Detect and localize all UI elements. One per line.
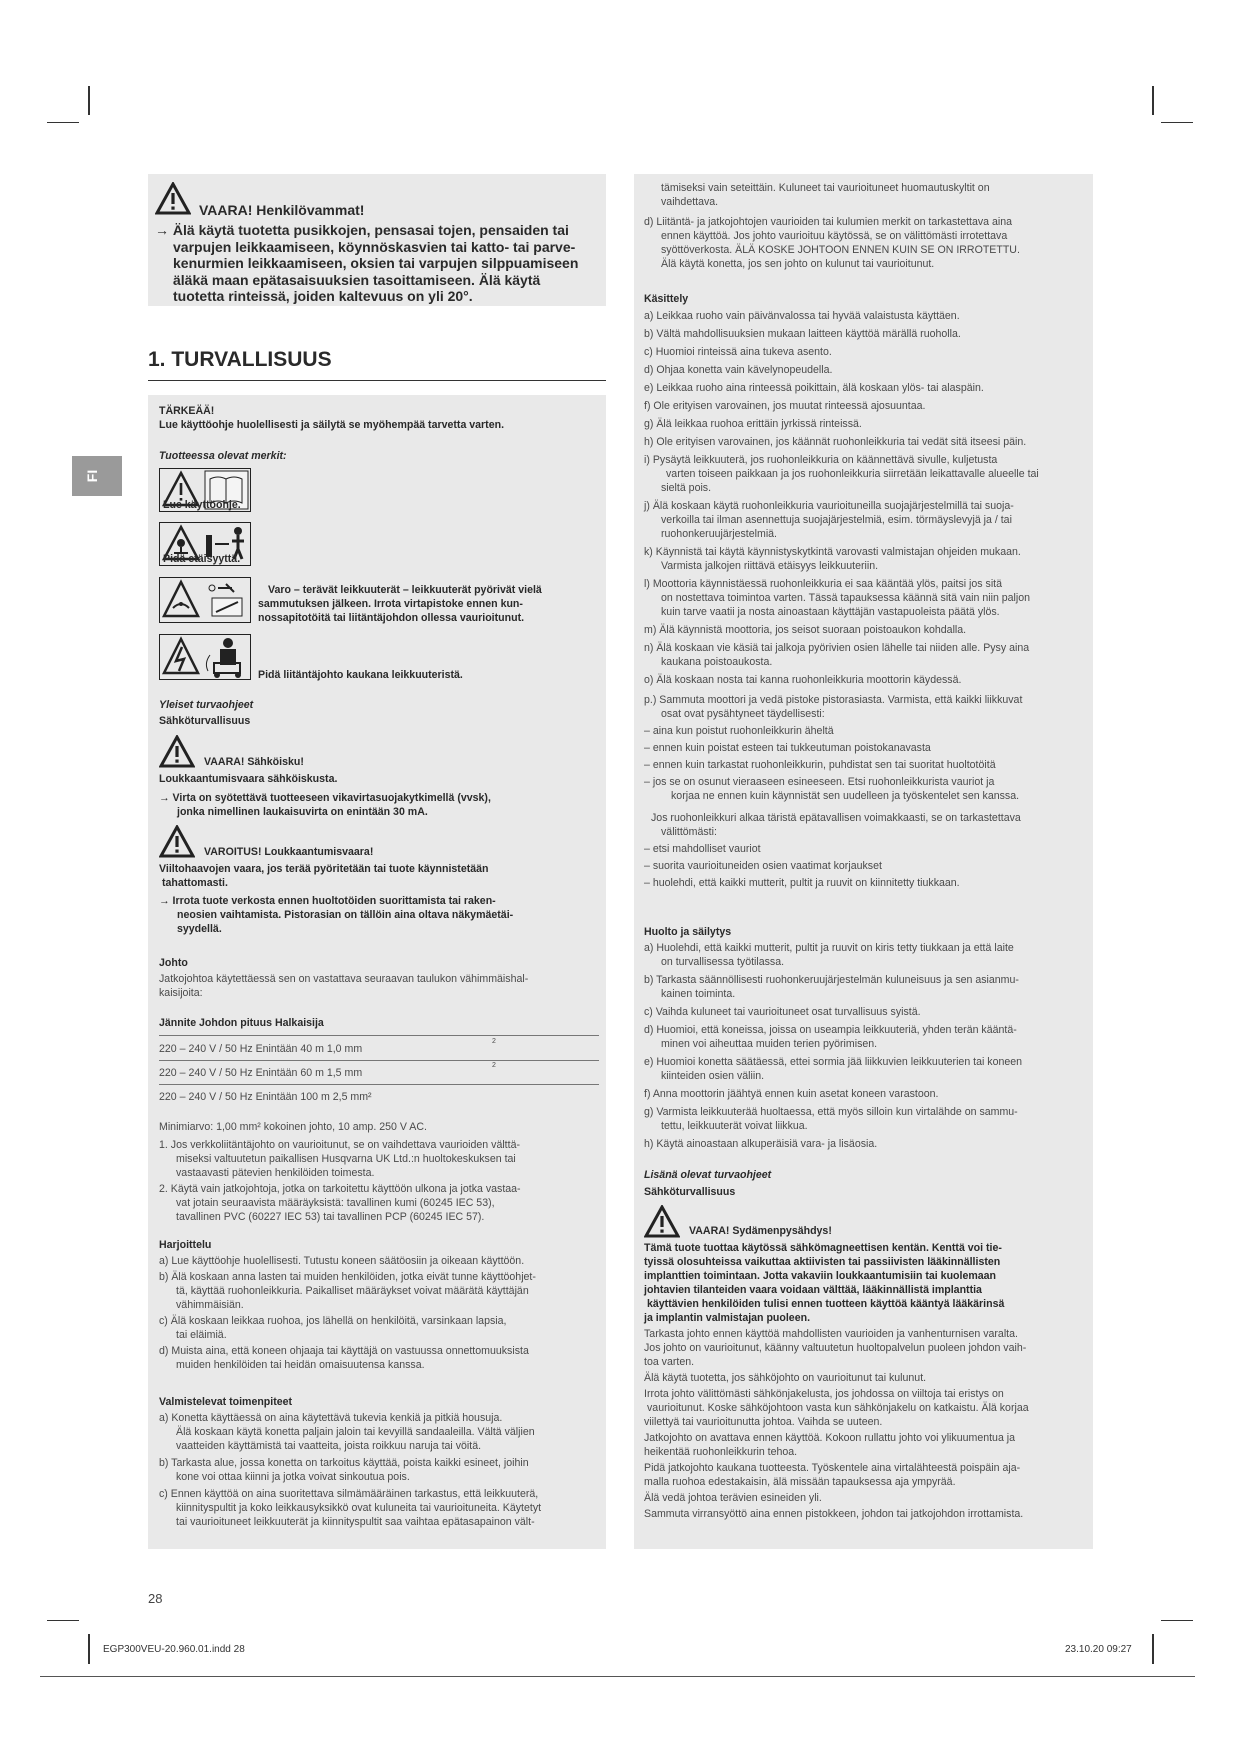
read-manual-label: Lue käyttöohje. xyxy=(163,499,241,511)
replacement-continued: tämiseksi vain seteittäin. Kuluneet tai vaurioituneet huomautuskyltit on vaihdettava. xyxy=(661,182,990,208)
table-row-sup: 2 xyxy=(492,1038,496,1045)
warning-icon xyxy=(155,182,191,215)
additional-subheading: Sähköturvallisuus xyxy=(644,1186,736,1198)
table-rule xyxy=(159,1084,599,1085)
cord-heading: Johto xyxy=(159,957,188,969)
preparation-list: a) Konetta käyttäessä on aina käytettävä tukevia kenkiä ja pitkiä housuja. Älä koskaan käytä konetta paljain jaloin tai kevyillä sandaaleilla. Vältä väljien vaatteiden käyttämistä tai vaatteita, joista roikkuu naruja tai vöitä. b) Tarkasta alue, jossa konetta on tarkoitus käyttää, poista kaikki esineet, joihin kone voi ottaa kiinni ja jotka voivat sinkoutua pois. c) Ennen käyttöä on aina suoritettava silmämääräinen tarkastus, että leikkuuterä, kiinnityspultit ja koko leikkausyksikkö ovat kuluneita tai vaurioituneita. Käytetyt tai vaurioituneet leikkuuterät ja kiinnityspultit saa vaihtaa epätasapainon vält- xyxy=(159,1412,542,1528)
section-rule xyxy=(148,380,606,381)
cord-note-1: 1. Jos verkkoliitäntäjohto on vaurioitunut, se on vaihdettava vaurioiden välttä- miseksi valtuutetun paikallisen Husqvarna UK Ltd.:n huoltokeskuksen tai vastaavasti pätevien henkilöiden toimesta. xyxy=(159,1139,520,1179)
heart-warning-icon xyxy=(644,1205,680,1238)
cord-table-header: Jännite Johdon pituus Halkaisija xyxy=(159,1017,324,1029)
cord-away-pictogram xyxy=(159,634,251,680)
training-list: a) Lue käyttöohje huolellisesti. Tutustu koneen säätöosiin ja oikeaan käyttöön. b) Älä koskaan anna lasten tai muiden henkilöiden, jotka eivät tunne käyttöohjet- tä, käyttää ruohonleikkuria. Paikalliset määräykset voivat määrätä käyttäjän vähimmäisiän. c) Älä koskaan leikkaa ruohoa, jos lähellä on henkilöitä, varsinkaan lapsia, tai eläimiä. d) Muista aina, että koneen ohjaaja tai käyttäjä on vastuussa onnettomuuksista muiden henkilöiden tai heidän omaisuutensa kanssa. xyxy=(159,1255,536,1371)
table-rule xyxy=(159,1060,599,1061)
injury-item: → Irrota tuote verkosta ennen huoltotöiden suorittamista tai raken- neosien vaihtamista. Pistorasian on tällöin aina oltava näkymäetäi- syydellä. xyxy=(159,895,514,935)
top-warning-title: VAARA! Henkilövammat! xyxy=(199,202,365,218)
shock-item: → Virta on syötettävä tuotteeseen vikavirtasuojakytkimellä (vvsk), jonka nimellinen laukaisuvirta on enintään 30 mA. xyxy=(159,792,491,818)
footer-date: 23.10.20 09:27 xyxy=(1065,1644,1132,1655)
footer-file: EGP300VEU-20.960.01.indd 28 xyxy=(103,1644,245,1655)
section-title: 1. TURVALLISUUS xyxy=(148,348,332,371)
table-row-sup: 2 xyxy=(492,1062,496,1069)
injury-title: VAROITUS! Loukkaantumisvaara! xyxy=(204,846,374,858)
cord-min: Minimiarvo: 1,00 mm² kokoinen johto, 10 amp. 250 V AC. xyxy=(159,1121,427,1133)
preparation-heading: Valmistelevat toimenpiteet xyxy=(159,1396,293,1408)
general-heading: Yleiset turvaohjeet xyxy=(159,699,254,711)
heart-title: VAARA! Sydämenpysähdys! xyxy=(689,1225,832,1237)
important-title: TÄRKEÄÄ! xyxy=(159,405,215,417)
training-heading: Harjoittelu xyxy=(159,1239,212,1251)
additional-heading: Lisänä olevat turvaohjeet xyxy=(644,1169,772,1181)
page-number: 28 xyxy=(148,1591,163,1606)
handling-list: a) Leikkaa ruoho vain päivänvalossa tai hyvää valaistusta käyttäen. b) Vältä mahdollisuuksien mukaan laitteen käyttöä märällä ruoholla. c) Huomioi rinteissä aina tukeva asento. d) Ohjaa konetta vain kävelynopeudella. e) Leikkaa ruoho aina rinteessä poikittain, älä koskaan ylös- tai alaspäin. f) Ole erityisen varovainen, jos muutat rinteessä ajosuuntaa. g) Älä leikkaa ruohoa erittäin jyrkissä rinteissä. h) Ole erityisen varovainen, jos käännät ruohonleikkuria tai vedät sitä itseesi päin. i) Pysäytä leikkuuterä, jos ruohonleikkuria on käännettävä sivulle, kuljetusta varten toiseen paikkaan ja jos ruohonleikkuria siirretään leikattavalle alueelle tai sieltä pois. j) Älä koskaan käytä ruohonleikkuria vaurioituneilla suojajärjestelmillä tai suoja- verkoilla tai ilman asennettuja suojajärjestelmiä, esim. törmäyslevyjä ja / tai ruohonkeruujärjestelmiä. k) Käynnistä tai käytä käynnistyskytkintä varovasti valmistajan ohjeiden mukaan. Varmista jalkojen riittävä etäisyys leikkuuteriin. l) Moottoria käynnistäessä ruohonleikkuria ei saa kääntää ylös, paitsi jos sitä on nostettava toimintoa varten. Tässä tapauksessa käännä sitä vain niin paljon kuin tarve vaatii ja nosta ainoastaan käyttäjän vastapuoleista päätä ylös. m) Älä käynnistä moottoria, jos seisot suoraan poistoaukon kohdalla. n) Älä koskaan vie käsiä tai jalkoja pyörivien osien lähelle tai niiden alle. Pysy aina kaukana poistoaukosta. o) Älä koskaan nosta tai kanna ruohonleikkuria moottorin käydessä. p.) Sammuta moottori ja vedä pistoke pistorasiasta. Varmista, että kaikki liikkuvat osat ovat pysähtyneet täydellisesti: – aina kun poistut ruohonleikkurin äheltä – ennen kuin poistat esteen tai tukkeutuman poistokanavasta – ennen kuin tarkastat ruohonleikkurin, puhdistat sen tai suoritat huoltotöitä – jos se on osunut vieraaseen esineeseen. Etsi ruohonleikkurista vauriot ja korjaa ne ennen kuin käynnistät sen uudelleen ja työskentelet sen kanssa. Jos ruohonleikkuri alkaa täristä epätavallisen voimakkaasti, se on tarkastettava välittömästi: – etsi mahdolliset vauriot – suorita vaurioituneiden osien vaatimat korjaukset – huolehdi, että kaikki mutterit, pultit ja ruuvit on kiinnitetty tiukkaan. xyxy=(644,310,1039,889)
important-text: Lue käyttöohje huolellisesti ja säilytä se myöhempää tarvetta varten. xyxy=(159,419,505,431)
cord-intro: Jatkojohtoa käytettäessä sen on vastattava seuraavan taulukon vähimmäishal- kaisijoita: xyxy=(159,973,529,999)
table-row: 220 – 240 V / 50 Hz Enintään 100 m 2,5 mm² xyxy=(159,1091,372,1103)
language-tab-label: FI xyxy=(84,469,101,483)
table-row: 220 – 240 V / 50 Hz Enintään 60 m 1,5 mm xyxy=(159,1067,363,1079)
cord-away-label: Pidä liitäntäjohto kaukana leikkuuteristä. xyxy=(258,669,463,681)
language-tab xyxy=(72,456,122,496)
table-rule xyxy=(159,1035,599,1036)
shock-warning-icon xyxy=(159,735,195,768)
product-marks-heading: Tuotteessa olevat merkit: xyxy=(159,450,287,462)
shock-title: VAARA! Sähköisku! xyxy=(204,756,304,768)
heart-text: Tämä tuote tuottaa käytössä sähkömagneettisen kentän. Kenttä voi tie- tyissä olosuhteissa vaikuttaa aktiivisten tai passiivisten lääkinnällisten implanttien toimintaan. Jotta vakaviin loukkaantumisiin tai kuolemaan johtavien tilanteiden vaara voidaan välttää, lääkinnällistä implanttia käyttävien henkilöiden tulisi ennen tuotteen käyttöä kääntyä lääkärinsä ja implantin valmistajan puoleen. xyxy=(644,1242,1005,1324)
sharp-blades-pictogram xyxy=(159,577,251,623)
injury-text: Viiltohaavojen vaara, jos terää pyöritetään tai tuote käynnistetään tahattomasti. xyxy=(159,863,489,889)
maintenance-heading: Huolto ja säilytys xyxy=(644,926,732,938)
cord-check-item: d) Liitäntä- ja jatkojohtojen vaurioiden tai kulumien merkit on tarkastettava aina ennen käyttöä. Jos johto vaurioituu käytössä, se on välittömästi irrotettava syöttöverkosta. ÄLÄ KOSKE JOHTOON ENNEN KUIN SE ON IRROTETTU. Älä käytä konetta, jos sen johto on kulunut tai vaurioitunut. xyxy=(644,216,1020,270)
maintenance-list: a) Huolehdi, että kaikki mutterit, pultit ja ruuvit on kiris tetty tiukkaan ja että laite on turvallisessa työtilassa. b) Tarkasta säännöllisesti ruohonkeruujärjestelmän kuluneisuus ja sen asianmu- kainen toiminta. c) Vaihda kuluneet tai vaurioituneet osat turvallisuus syistä. d) Huomioi, että koneissa, joissa on useampia leikkuuteriä, yhden terän kääntä- minen voi aiheuttaa muiden terien pyörimisen. e) Huomioi konetta säätäessä, ettei sormia jää liikkuvien leikkuuterien tai koneen kiinteiden osien väliin. f) Anna moottorin jäähtyä ennen kuin asetat koneen varastoon. g) Varmista leikkuuterää huoltaessa, että myös silloin kun virtalähde on sammu- tettu, leikkuuterät voivat liikkua. h) Käytä ainoastaan alkuperäisiä vara- ja lisäosia. xyxy=(644,942,1023,1150)
top-warning-text: → Älä käytä tuotetta pusikkojen, pensasai tojen, pensaiden tai varpujen leikkaamiseen, köynnöskasvien tai katto- tai parve- kenurmien leikkaamiseen, oksien tai varpujen silppuamiseen äläkä maan epätasaisuuksien tasoittamiseen. Älä käytä tuotetta rinteissä, joiden kaltevuus on yli 20°. xyxy=(155,222,579,304)
keep-distance-label: Pidä etäisyyttä. xyxy=(163,553,241,565)
cord-note-2: 2. Käytä vain jatkojohtoja, jotka on tarkoitettu käyttöön ulkona ja jotka vastaa- vat jotain seuraavista määräyksistä: tavallinen kumi (60245 IEC 53), tavallinen PVC (60227 IEC 53) tai tavallinen PCP (60245 IEC 57). xyxy=(159,1183,521,1223)
table-row: 220 – 240 V / 50 Hz Enintään 40 m 1,0 mm xyxy=(159,1043,363,1055)
shock-text: Loukkaantumisvaara sähköiskusta. xyxy=(159,773,338,785)
sharp-blades-text: Varo – terävät leikkuuterät – leikkuuterät pyörivät vielä sammutuksen jälkeen. Irrota virtapistoke ennen kun- nossapitotöitä tai liitäntäjohdon ollessa vaurioitunut. xyxy=(258,584,542,624)
handling-heading: Käsittely xyxy=(644,293,689,305)
general-subheading: Sähköturvallisuus xyxy=(159,715,251,727)
additional-paragraphs: Tarkasta johto ennen käyttöä mahdollisten vaurioiden ja vanhenturnisen varalta. Jos johto on vaurioitunut, käänny valtuutetun huoltopalvelun puoleen johdon vaih- toa varten. Älä käytä tuotetta, jos sähköjohto on vaurioitunut tai kulunut. Irrota johto välittömästi sähkönjakelusta, jos johdossa on viiltoja tai eristys on vaurioitunut. Koske sähköjohtoon vasta kun sähkönjakelu on katkaistu. Älä korjaa viilettyä tai vaurioitunutta johtoa. Vaihda se uuteen. Jatkojohto on avattava ennen käyttöä. Kokoon rullattu johto voi ylikuumentua ja heikentää ruohonleikkurin tehoa. Pidä jatkojohto kaukana tuotteesta. Työskentele aina virtalähteestä poispäin aja- malla ruohoa edestakaisin, älä missään tapauksessa aja ympyrää. Älä vedä johtoa terävien esineiden yli. Sammuta virransyöttö aina ennen pistokkeen, johdon tai jatkojohdon irrottamista. xyxy=(644,1328,1029,1520)
injury-warning-icon xyxy=(159,825,195,858)
